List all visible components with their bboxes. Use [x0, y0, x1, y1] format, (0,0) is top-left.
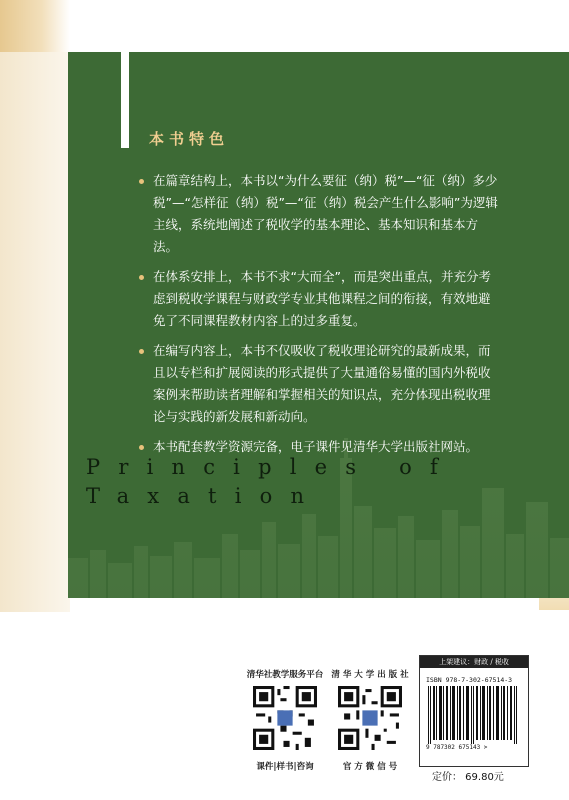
- shelf-category: 上架建议：财政 / 税收: [420, 656, 528, 668]
- left-gold-margin: [0, 52, 70, 612]
- accent-bar: [121, 52, 129, 148]
- feature-item: 本书配套教学资源完备，电子课件见清华大学出版社网站。: [139, 436, 499, 458]
- qr-subcaption: 官 方 微 信 号: [342, 762, 398, 772]
- qr-caption: 清华社教学服务平台: [246, 670, 324, 680]
- features-title: 本书特色: [149, 130, 230, 148]
- bullet-dot-icon: [139, 349, 144, 354]
- bullet-dot-icon: [139, 179, 144, 184]
- feature-item: 在篇章结构上，本书以“为什么要征（纳）税”—“征（纳）多少税”—“怎样征（纳）税”—“征（纳）税会产生什么影响”为逻辑主线，系统地阐述了税收学的基本理论、基本知识和基本方法。: [139, 170, 499, 258]
- isbn-number: ISBN 978-7-302-67514-3: [426, 676, 513, 684]
- english-title-line-1: Principles of: [86, 455, 456, 479]
- qr-official-wechat: [325, 668, 415, 772]
- bullet-dot-icon: [139, 275, 144, 280]
- barcode-icon: [426, 686, 522, 744]
- bullet-dot-icon: [139, 445, 144, 450]
- qr-code-icon[interactable]: [338, 686, 402, 750]
- barcode-digits: 9 787302 675143 >: [426, 744, 488, 751]
- qr-service-platform: [240, 668, 330, 772]
- feature-item: 在编写内容上，本书不仅吸收了税收理论研究的最新成果，而且以专栏和扩展阅读的形式提供了大量通俗易懂的国内外税收案例来帮助读者理解和掌握相关的知识点，充分体现出税收理论与实践的新发展和新动向。: [139, 340, 499, 428]
- english-title-line-2: Taxation: [86, 484, 323, 508]
- price-label: 定价： 69.80元: [432, 772, 504, 783]
- top-band: [0, 0, 569, 52]
- qr-code-icon[interactable]: [253, 686, 317, 750]
- feature-item: 在体系安排上，本书不求“大而全”，而是突出重点，并充分考虑到税收学课程与财政学专业其他课程之间的衔接，有效地避免了不同课程教材内容上的过多重复。: [139, 266, 499, 332]
- feature-list: [139, 170, 499, 466]
- qr-subcaption: 课件|样书|咨询: [256, 762, 314, 772]
- qr-caption: 清 华 大 学 出 版 社: [331, 670, 409, 680]
- isbn-barcode-box: [419, 655, 529, 767]
- top-gold-gradient: [0, 0, 70, 52]
